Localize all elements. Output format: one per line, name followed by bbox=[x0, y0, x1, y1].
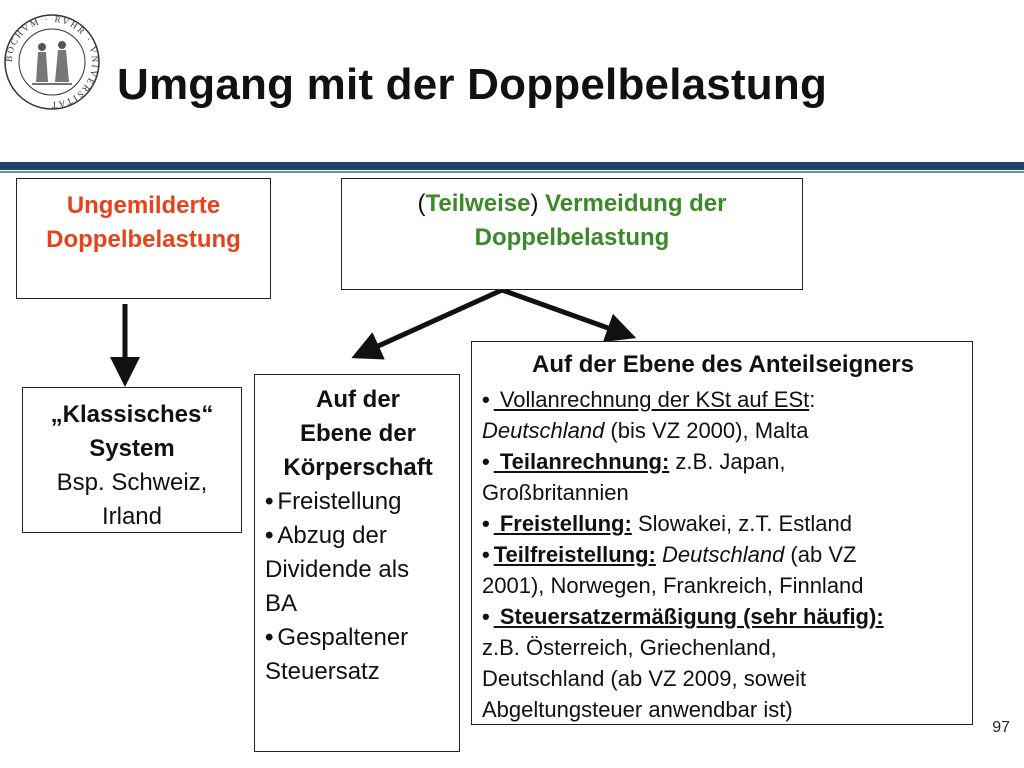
box-unmitigated-line2: Doppelbelastung bbox=[46, 226, 241, 253]
shareholder-item-1-l2: Deutschland (bis VZ 2000), Malta bbox=[482, 418, 809, 443]
shareholder-item-4: • Teilfreistellung: Deutschland (ab VZ bbox=[482, 539, 964, 570]
corp-item-3: • Gespaltener bbox=[265, 621, 451, 655]
classic-line1: „Klassisches“ bbox=[50, 401, 214, 428]
corp-head3: Körperschaft bbox=[283, 454, 433, 481]
corp-item-3-l2: Steuersatz bbox=[265, 658, 380, 685]
shareholder-item-5-l3: Deutschland (ab VZ 2009, soweit bbox=[482, 666, 807, 691]
box-unmitigated-line1: Ungemilderte bbox=[66, 192, 221, 219]
shareholder-item-3: • Freistellung: Slowakei, z.T. Estland bbox=[482, 508, 964, 539]
corp-head1: Auf der bbox=[316, 386, 400, 413]
shareholder-item-2-l2: Großbritannien bbox=[482, 480, 629, 505]
box-classic-system bbox=[22, 387, 242, 533]
shareholder-item-4-l2: 2001), Norwegen, Frankreich, Finnland bbox=[482, 573, 864, 598]
slide-title: Umgang mit der Doppelbelastung bbox=[117, 60, 828, 109]
shareholder-item-5-l2: z.B. Österreich, Griechenland, bbox=[482, 635, 777, 660]
seal-ring-text: BOCHVM · RVHR · VNIVERSITAT bbox=[3, 13, 101, 111]
shareholder-item-5-l4: Abgeltungsteuer anwendbar ist) bbox=[482, 697, 793, 722]
arrow-to-shareholder bbox=[502, 290, 622, 333]
shareholder-head: Auf der Ebene des Anteilseigners bbox=[532, 351, 914, 378]
corp-item-1: • Freistellung bbox=[265, 485, 451, 519]
box-corporation-level bbox=[254, 374, 460, 752]
corp-item-2-l3: BA bbox=[265, 590, 298, 617]
box-avoidance-line2: Doppelbelastung bbox=[474, 224, 670, 251]
box-unmitigated bbox=[16, 178, 271, 299]
shareholder-item-5: • Steuersatzermäßigung (sehr häufig): bbox=[482, 601, 964, 632]
box-avoidance-line1: (Teilweise) Vermeidung der bbox=[417, 190, 727, 217]
corp-item-2-l2: Dividende als bbox=[265, 556, 410, 583]
shareholder-item-2: • Teilanrechnung: z.B. Japan, bbox=[482, 446, 964, 477]
shareholder-item-1: • Vollanrechnung der KSt auf ESt: bbox=[482, 384, 964, 415]
classic-line3: Bsp. Schweiz, bbox=[56, 469, 208, 496]
page-number: 97 bbox=[992, 719, 1010, 736]
classic-line2: System bbox=[89, 435, 175, 462]
classic-line4: Irland bbox=[101, 503, 163, 530]
box-avoidance bbox=[341, 178, 803, 290]
corp-head2: Ebene der bbox=[299, 420, 417, 447]
corp-item-2: • Abzug der bbox=[265, 519, 451, 553]
box-shareholder-level bbox=[471, 341, 973, 725]
